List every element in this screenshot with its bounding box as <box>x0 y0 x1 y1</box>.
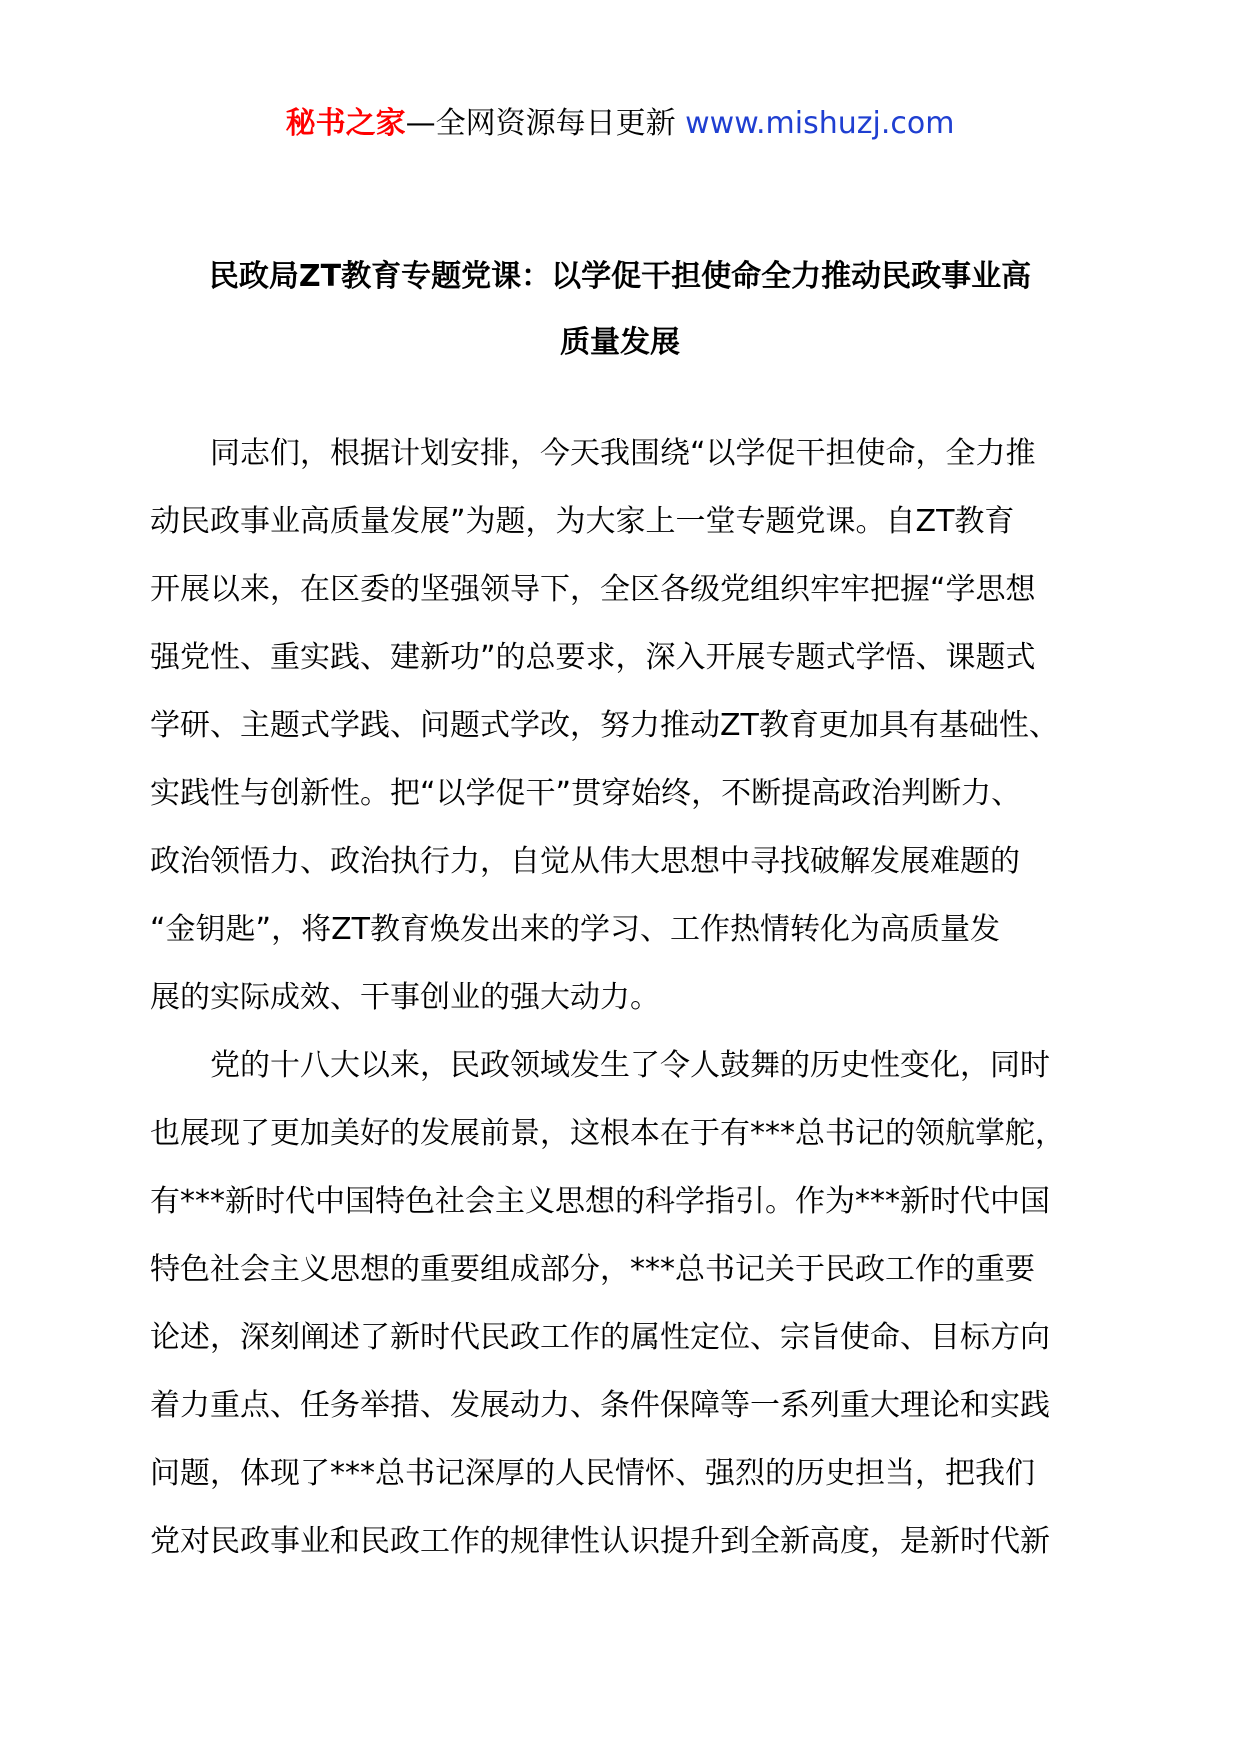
text-line: 特色社会主义思想的重要组成部分，***总书记关于民政工作的重要 <box>150 1252 1035 1287</box>
text-line: 着力重点、任务举措、发展动力、条件保障等一系列重大理论和实践 <box>150 1388 1050 1423</box>
text-line: 党对民政事业和民政工作的规律性认识提升到全新高度，是新时代新 <box>150 1524 1050 1559</box>
text-line: 政治领悟力、政治执行力，自觉从伟大思想中寻找破解发展难题的 <box>150 844 1020 879</box>
text-line: 也展现了更加美好的发展前景，这根本在于有***总书记的领航掌舵， <box>150 1116 1065 1151</box>
document-title <box>150 244 1090 376</box>
header-tagline: —全网资源每日更新 <box>405 106 686 141</box>
text-line: 同志们，根据计划安排，今天我围绕“以学促干担使命，全力推 <box>150 436 1036 471</box>
text-line: 有***新时代中国特色社会主义思想的科学指引。作为***新时代中国 <box>150 1184 1050 1219</box>
text-line: 问题，体现了***总书记深厚的人民情怀、强烈的历史担当，把我们 <box>150 1456 1035 1491</box>
site-url-link[interactable]: www.mishuzj.com <box>685 106 955 141</box>
text-line: 强党性、重实践、建新功”的总要求，深入开展专题式学悟、课题式 <box>150 640 1036 675</box>
paragraph <box>150 420 1090 1032</box>
paragraph <box>150 1032 1090 1576</box>
text-line: 实践性与创新性。把“以学促干”贯穿始终，不断提高政治判断力、 <box>150 776 1022 811</box>
text-line: 论述，深刻阐述了新时代民政工作的属性定位、宗旨使命、目标方向 <box>150 1320 1050 1355</box>
title-line: 民政局ZT教育专题党课：以学促干担使命全力推动民政事业高 <box>208 259 1032 294</box>
text-line: 学研、主题式学践、问题式学改，努力推动ZT教育更加具有基础性、 <box>150 708 1059 743</box>
text-line: “金钥匙”，将ZT教育焕发出来的学习、工作热情转化为高质量发 <box>150 912 1000 947</box>
title-line: 质量发展 <box>560 325 680 360</box>
text-line: 展的实际成效、干事创业的强大动力。 <box>150 980 660 1015</box>
text-line: 动民政事业高质量发展”为题，为大家上一堂专题党课。自ZT教育 <box>150 504 1015 539</box>
brand-name: 秘书之家 <box>285 106 406 141</box>
site-header <box>0 98 1240 150</box>
text-line: 开展以来，在区委的坚强领导下，全区各级党组织牢牢把握“学思想 <box>150 572 1036 607</box>
text-line: 党的十八大以来，民政领域发生了令人鼓舞的历史性变化，同时 <box>150 1048 1050 1083</box>
document-body <box>150 420 1090 1576</box>
